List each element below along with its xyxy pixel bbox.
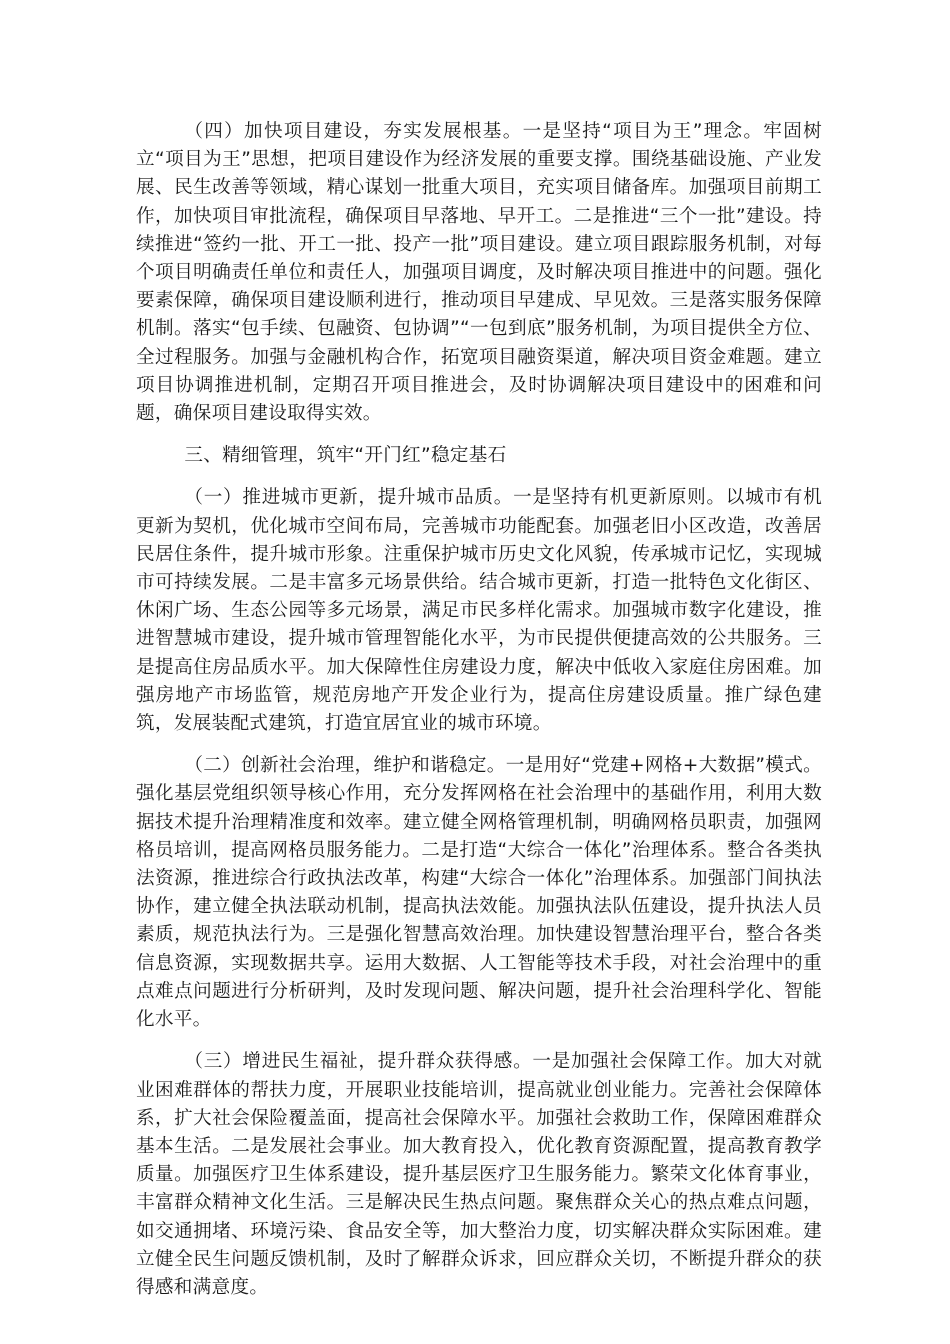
paragraph-social-governance: （二）创新社会治理，维护和谐稳定。一是用好“党建+网格+大数据”模式。强化基层党组织领导核心作用，充分发挥网格在社会治理中的基础作用，利用大数据技术提升治理精准度和效率。建立健全网格管理机制，明确网格员职责，加强网格员培训，提高网格员服务能力。二是打造“大综合一体化”治理体系。整合各类执法资源，推进综合行政执法改革，构建“大综合一体化”治理体系。加强部门间执法协作，建立健全执法联动机制，提高执法效能。加强执法队伍建设，提升执法人员素质，规范执法行为。三是强化智慧高效治理。加快建设智慧治理平台，整合各类信息资源，实现数据共享。运用大数据、人工智能等技术手段，对社会治理中的重点难点问题进行分析研判，及时发现问题、解决问题，提升社会治理科学化、智能化水平。: [136, 755, 822, 1031]
paragraph-project-construction: （四）加快项目建设，夯实发展根基。一是坚持“项目为王”理念。牢固树立“项目为王”思想，把项目建设作为经济发展的重要支撑。围绕基础设施、产业发展、民生改善等领域，精心谋划一批重大项目，充实项目储备库。加强项目前期工作，加快项目审批流程，确保项目早落地、早开工。二是推进“三个一批”建设。持续推进“签约一批、开工一批、投产一批”项目建设。建立项目跟踪服务机制，对每个项目明确责任单位和责任人，加强项目调度，及时解决项目推进中的问题。强化要素保障，确保项目建设顺利进行，推动项目早建成、早见效。三是落实服务保障机制。落实“包手续、包融资、包协调”“一包到底”服务机制，为项目提供全方位、全过程服务。加强与金融机构合作，拓宽项目融资渠道，解决项目资金难题。建立项目协调推进机制，定期召开项目推进会，及时协调解决项目建设中的困难和问题，确保项目建设取得实效。: [136, 121, 822, 425]
section-heading-fine-management: 三、精细管理，筑牢“开门红”稳定基石: [184, 445, 507, 467]
paragraph-urban-renewal: （一）推进城市更新，提升城市品质。一是坚持有机更新原则。以城市有机更新为契机，优化城市空间布局，完善城市功能配套。加强老旧小区改造，改善居民居住条件，提升城市形象。注重保护城市历史文化风貌，传承城市记忆，实现城市可持续发展。二是丰富多元场景供给。结合城市更新，打造一批特色文化街区、休闲广场、生态公园等多元场景，满足市民多样化需求。加强城市数字化建设，推进智慧城市建设，提升城市管理智能化水平，为市民提供便捷高效的公共服务。三是提高住房品质水平。加大保障性住房建设力度，解决中低收入家庭住房困难。加强房地产市场监管，规范房地产开发企业行为，提高住房建设质量。推广绿色建筑，发展装配式建筑，打造宜居宜业的城市环境。: [136, 487, 822, 735]
paragraph-livelihood-welfare: （三）增进民生福祉，提升群众获得感。一是加强社会保障工作。加大对就业困难群体的帮扶力度，开展职业技能培训，提高就业创业能力。完善社会保障体系，扩大社会保险覆盖面，提高社会保障水平。加强社会救助工作，保障困难群众基本生活。二是发展社会事业。加大教育投入，优化教育资源配置，提高教育教学质量。加强医疗卫生体系建设，提升基层医疗卫生服务能力。繁荣文化体育事业，丰富群众精神文化生活。三是解决民生热点问题。聚焦群众关心的热点难点问题，如交通拥堵、环境污染、食品安全等，加大整治力度，切实解决群众实际困难。建立健全民生问题反馈机制，及时了解群众诉求，回应群众关切，不断提升群众的获得感和满意度。: [136, 1051, 822, 1298]
document-page: [136, 118, 822, 1316]
